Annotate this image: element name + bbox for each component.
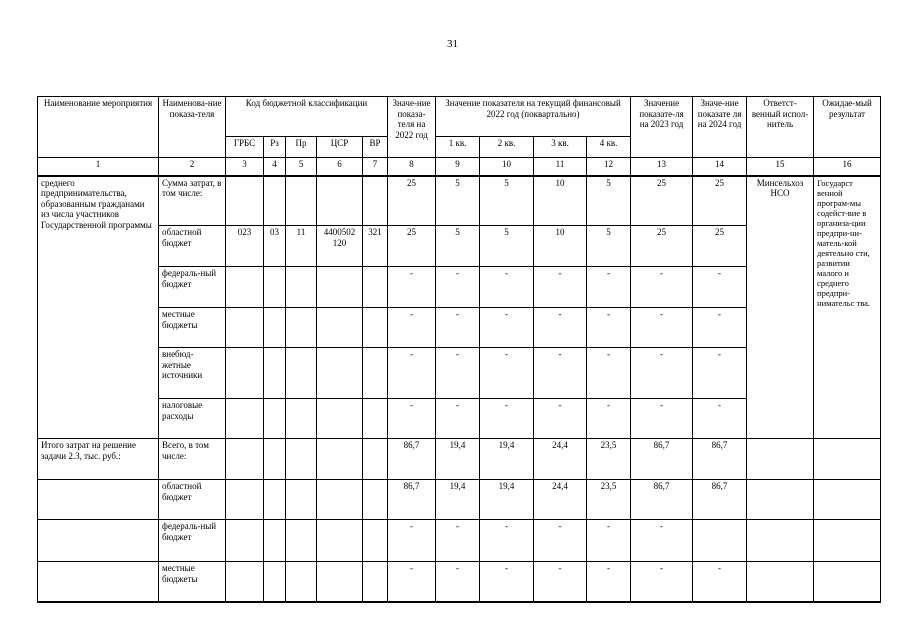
q3-cell: - — [534, 399, 587, 439]
q4-cell: - — [587, 308, 631, 348]
q1-cell: 19,4 — [436, 480, 480, 520]
header-value-2022: Значе-ние показа-теля на 2022 год — [388, 97, 436, 158]
q3-cell: 24,4 — [534, 480, 587, 520]
table-row — [38, 520, 881, 562]
value-2024-cell: 25 — [693, 226, 747, 267]
value-2024-cell: - — [693, 399, 747, 439]
value-2022-cell: - — [388, 562, 436, 602]
header-pr: Пр — [286, 137, 317, 158]
q2-cell: 5 — [480, 176, 534, 226]
value-2023-cell: - — [631, 520, 693, 562]
vr-cell — [363, 562, 388, 602]
vr-cell — [363, 308, 388, 348]
grbs-cell: 023 — [226, 226, 264, 267]
csr-cell: 4400502 120 — [317, 226, 363, 267]
column-number: 4 — [264, 158, 286, 176]
responsible-cell — [747, 562, 814, 602]
event-name-cell — [38, 562, 159, 602]
header-csr: ЦСР — [317, 137, 363, 158]
event-name-cell: Итого затрат на решение задачи 2.3, тыс. руб.: — [38, 439, 159, 480]
value-2022-cell: - — [388, 520, 436, 562]
header-q1: 1 кв. — [436, 137, 480, 158]
q1-cell: 5 — [436, 226, 480, 267]
q4-cell: 5 — [587, 176, 631, 226]
expected-result-cell: Государст венной програм-мы содейст-вие в организа-ции предпри-ни-матель-кой деятельно сти, развитии малого и среднего предпри-нимательс тва. — [814, 176, 881, 439]
value-2023-cell: - — [631, 399, 693, 439]
rz-cell — [264, 480, 286, 520]
indicator-label: Сумма затрат, в том числе: — [159, 176, 226, 226]
q3-cell: 24,4 — [534, 439, 587, 480]
rz-cell — [264, 176, 286, 226]
column-number: 14 — [693, 158, 747, 176]
pr-cell — [286, 439, 317, 480]
column-number: 7 — [363, 158, 388, 176]
q3-cell: 10 — [534, 176, 587, 226]
value-2022-cell: - — [388, 399, 436, 439]
csr-cell — [317, 399, 363, 439]
rz-cell — [264, 399, 286, 439]
rz-cell — [264, 267, 286, 308]
column-number: 12 — [587, 158, 631, 176]
csr-cell — [317, 308, 363, 348]
q2-cell: 5 — [480, 226, 534, 267]
value-2024-cell: - — [693, 267, 747, 308]
q4-cell: - — [587, 520, 631, 562]
header-value-2023: Значение показате-ля на 2023 год — [631, 97, 693, 158]
grbs-cell — [226, 562, 264, 602]
csr-cell — [317, 520, 363, 562]
q3-cell: - — [534, 562, 587, 602]
header-indicator-name: Наименова-ние показа-теля — [159, 97, 226, 158]
column-number: 10 — [480, 158, 534, 176]
column-number: 15 — [747, 158, 814, 176]
value-2022-cell: 25 — [388, 226, 436, 267]
rz-cell — [264, 348, 286, 399]
q3-cell: - — [534, 520, 587, 562]
expected-result-cell — [814, 439, 881, 480]
vr-cell — [363, 176, 388, 226]
event-name-cell — [38, 480, 159, 520]
q3-cell: - — [534, 308, 587, 348]
value-2023-cell: - — [631, 308, 693, 348]
q4-cell: - — [587, 399, 631, 439]
q1-cell: - — [436, 562, 480, 602]
q2-cell: 19,4 — [480, 480, 534, 520]
q3-cell: 10 — [534, 226, 587, 267]
page-number: 31 — [447, 38, 458, 50]
column-number: 2 — [159, 158, 226, 176]
value-2022-cell: 25 — [388, 176, 436, 226]
column-number: 8 — [388, 158, 436, 176]
header-event-name: Наименование мероприятия — [38, 97, 159, 158]
pr-cell — [286, 520, 317, 562]
vr-cell — [363, 348, 388, 399]
event-name-cell: среднего предпринимательства, образованным гражданами из числа участников Государственной программы — [38, 176, 159, 439]
value-2024-cell: - — [693, 348, 747, 399]
header-vr: ВР — [363, 137, 388, 158]
pr-cell — [286, 348, 317, 399]
responsible-cell — [747, 480, 814, 520]
table-row — [38, 439, 881, 480]
csr-cell — [317, 176, 363, 226]
column-number: 11 — [534, 158, 587, 176]
grbs-cell — [226, 308, 264, 348]
q2-cell: - — [480, 562, 534, 602]
value-2023-cell: 86,7 — [631, 439, 693, 480]
q4-cell: 5 — [587, 226, 631, 267]
q1-cell: - — [436, 267, 480, 308]
header-current-year: Значение показателя на текущий финансовый 2022 год (поквартально) — [436, 97, 631, 137]
expected-result-cell — [814, 562, 881, 602]
responsible-cell — [747, 520, 814, 562]
csr-cell — [317, 480, 363, 520]
value-2023-cell: - — [631, 267, 693, 308]
pr-cell — [286, 480, 317, 520]
value-2022-cell: - — [388, 308, 436, 348]
pr-cell — [286, 267, 317, 308]
value-2022-cell: 86,7 — [388, 439, 436, 480]
header-q3: 3 кв. — [534, 137, 587, 158]
indicator-label: областной бюджет — [159, 480, 226, 520]
pr-cell — [286, 176, 317, 226]
table-row — [38, 480, 881, 520]
column-number: 3 — [226, 158, 264, 176]
budget-table — [37, 96, 881, 603]
header-budget-code: Код бюджетной классификации — [226, 97, 388, 137]
grbs-cell — [226, 480, 264, 520]
header-q4: 4 кв. — [587, 137, 631, 158]
q1-cell: - — [436, 399, 480, 439]
column-number: 1 — [38, 158, 159, 176]
q2-cell: - — [480, 399, 534, 439]
pr-cell — [286, 399, 317, 439]
expected-result-cell — [814, 520, 881, 562]
q2-cell: - — [480, 267, 534, 308]
value-2023-cell: - — [631, 562, 693, 602]
pr-cell — [286, 562, 317, 602]
table-row — [38, 176, 881, 226]
column-number: 5 — [286, 158, 317, 176]
pr-cell — [286, 308, 317, 348]
expected-result-cell — [814, 480, 881, 520]
rz-cell — [264, 308, 286, 348]
value-2022-cell: - — [388, 267, 436, 308]
grbs-cell — [226, 520, 264, 562]
value-2024-cell: - — [693, 562, 747, 602]
vr-cell — [363, 480, 388, 520]
indicator-label: областной бюджет — [159, 226, 226, 267]
header-grbs: ГРБС — [226, 137, 264, 158]
value-2024-cell: 86,7 — [693, 439, 747, 480]
indicator-label: местные бюджеты — [159, 308, 226, 348]
q4-cell: 23,5 — [587, 439, 631, 480]
q4-cell: - — [587, 348, 631, 399]
value-2024-cell: 25 — [693, 176, 747, 226]
q1-cell: 5 — [436, 176, 480, 226]
header-rz: Рз — [264, 137, 286, 158]
indicator-label: федераль-ный бюджет — [159, 520, 226, 562]
indicator-label: местные бюджеты — [159, 562, 226, 602]
column-number: 13 — [631, 158, 693, 176]
value-2023-cell: 86,7 — [631, 480, 693, 520]
q2-cell: - — [480, 308, 534, 348]
value-2024-cell: 86,7 — [693, 480, 747, 520]
q1-cell: 19,4 — [436, 439, 480, 480]
vr-cell — [363, 439, 388, 480]
responsible-cell: Минсельхоз НСО — [747, 176, 814, 439]
grbs-cell — [226, 399, 264, 439]
header-responsible: Ответст-венный испол-нитель — [747, 97, 814, 158]
csr-cell — [317, 348, 363, 399]
rz-cell — [264, 562, 286, 602]
rz-cell: 03 — [264, 226, 286, 267]
header-expected-result: Ожидае-мый результат — [814, 97, 881, 158]
q1-cell: - — [436, 308, 480, 348]
value-2024-cell — [693, 520, 747, 562]
indicator-label: налоговые расходы — [159, 399, 226, 439]
q2-cell: - — [480, 348, 534, 399]
indicator-label: внебюд-жетные источники — [159, 348, 226, 399]
q4-cell: 23,5 — [587, 480, 631, 520]
indicator-label: федераль-ный бюджет — [159, 267, 226, 308]
value-2022-cell: 86,7 — [388, 480, 436, 520]
value-2023-cell: 25 — [631, 176, 693, 226]
grbs-cell — [226, 267, 264, 308]
indicator-label: Всего, в том числе: — [159, 439, 226, 480]
q2-cell: - — [480, 520, 534, 562]
grbs-cell — [226, 439, 264, 480]
vr-cell — [363, 267, 388, 308]
column-number: 16 — [814, 158, 881, 176]
value-2023-cell: 25 — [631, 226, 693, 267]
event-name-cell — [38, 520, 159, 562]
q4-cell: - — [587, 267, 631, 308]
vr-cell — [363, 399, 388, 439]
csr-cell — [317, 267, 363, 308]
q1-cell: - — [436, 520, 480, 562]
q1-cell: - — [436, 348, 480, 399]
header-q2: 2 кв. — [480, 137, 534, 158]
vr-cell — [363, 520, 388, 562]
value-2024-cell: - — [693, 308, 747, 348]
value-2023-cell: - — [631, 348, 693, 399]
vr-cell: 321 — [363, 226, 388, 267]
rz-cell — [264, 439, 286, 480]
q4-cell: - — [587, 562, 631, 602]
pr-cell: 11 — [286, 226, 317, 267]
header-value-2024: Значе-ние показате ля на 2024 год — [693, 97, 747, 158]
column-number: 6 — [317, 158, 363, 176]
value-2022-cell: - — [388, 348, 436, 399]
grbs-cell — [226, 348, 264, 399]
q3-cell: - — [534, 267, 587, 308]
table-row — [38, 562, 881, 602]
responsible-cell — [747, 439, 814, 480]
column-number: 9 — [436, 158, 480, 176]
q3-cell: - — [534, 348, 587, 399]
q2-cell: 19,4 — [480, 439, 534, 480]
rz-cell — [264, 520, 286, 562]
csr-cell — [317, 439, 363, 480]
grbs-cell — [226, 176, 264, 226]
csr-cell — [317, 562, 363, 602]
